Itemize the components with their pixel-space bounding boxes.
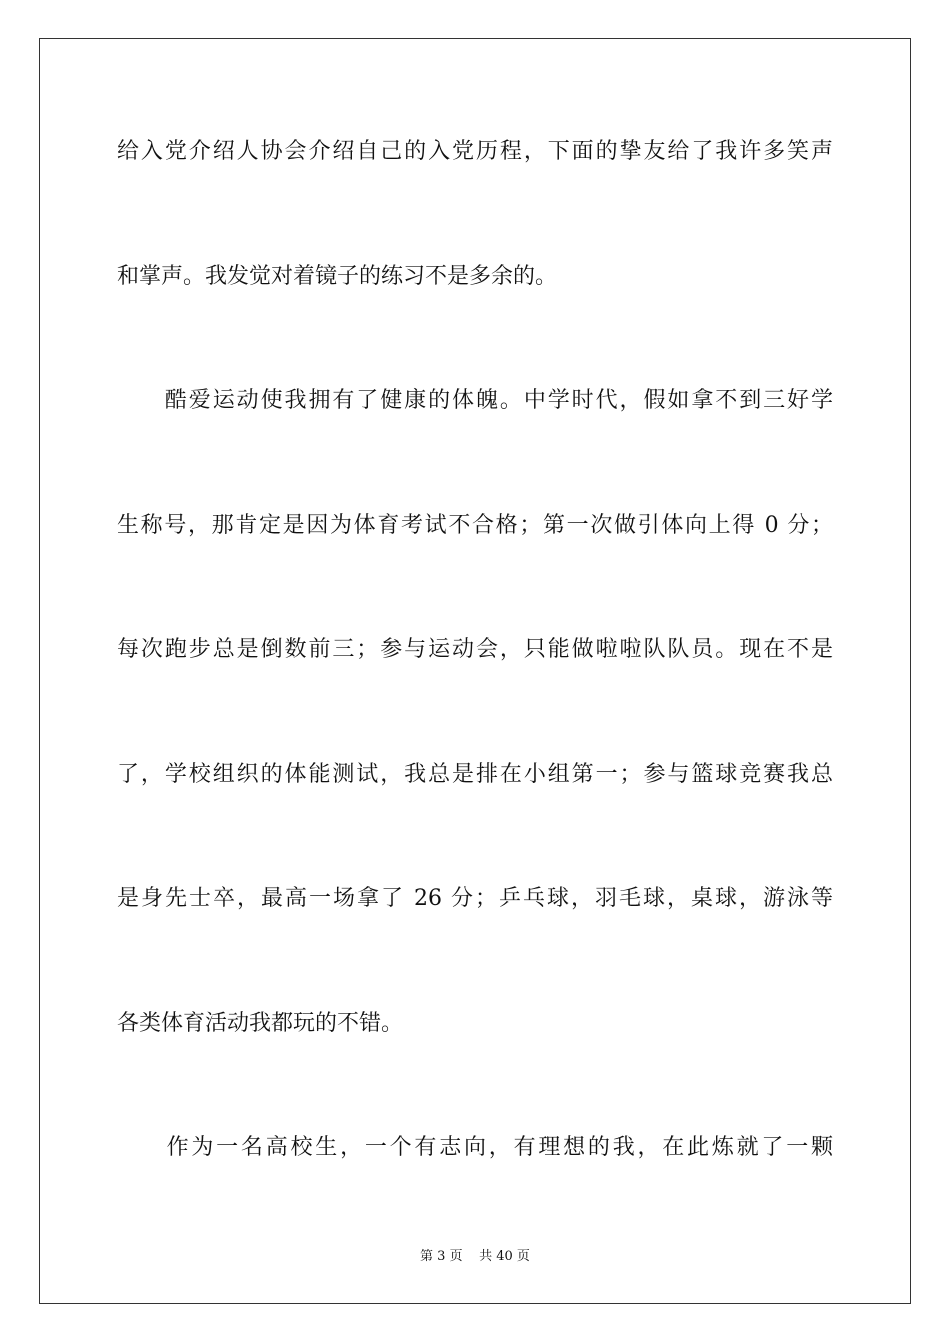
body-text-line-4: 生称号，那肯定是因为体育考试不合格；第一次做引体向上得 0 分；: [117, 513, 833, 538]
body-text-line-6: 了，学校组织的体能测试，我总是排在小组第一；参与篮球竞赛我总: [117, 762, 833, 787]
body-text-line-8: 各类体育活动我都玩的不错。: [117, 1011, 404, 1036]
body-text-line-5: 每次跑步总是倒数前三；参与运动会，只能做啦啦队队员。现在不是: [117, 637, 833, 662]
page-total: 共 40 页: [479, 1249, 530, 1264]
body-text-line-3: 酷爱运动使我拥有了健康的体魄。中学时代，假如拿不到三好学: [117, 388, 833, 413]
page-footer: [0, 1248, 950, 1266]
body-text-line-9: 作为一名高校生，一个有志向，有理想的我，在此炼就了一颗: [117, 1135, 833, 1160]
page-number: 第 3 页: [420, 1249, 463, 1264]
body-text-line-2: 和掌声。我发觉对着镜子的练习不是多余的。: [117, 264, 558, 289]
page-border: [39, 38, 911, 1304]
body-text-line-7: 是身先士卒，最高一场拿了 26 分；乒乓球，羽毛球，桌球，游泳等: [117, 886, 833, 911]
body-text-line-1: 给入党介绍人协会介绍自己的入党历程，下面的挚友给了我许多笑声: [117, 139, 833, 164]
